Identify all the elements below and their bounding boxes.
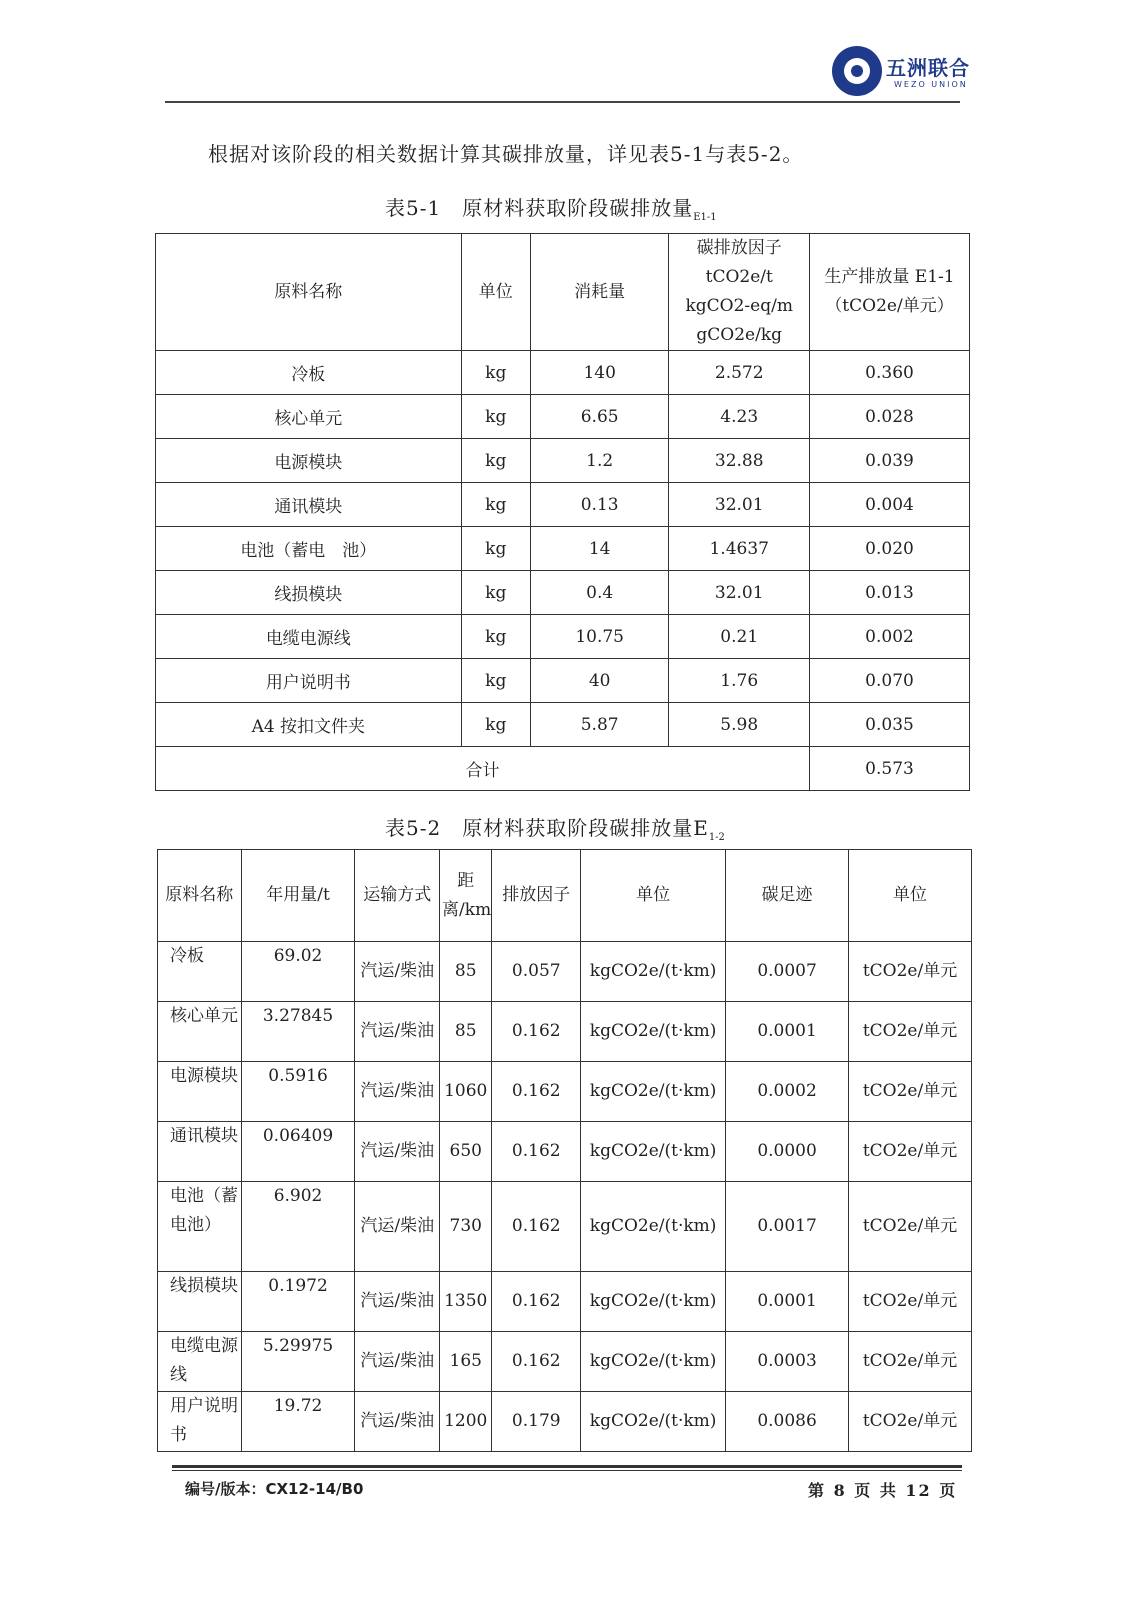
t1-cell-factor: 2.572 xyxy=(669,351,810,395)
t2-cell-unit2: tCO2e/单元 xyxy=(849,1272,972,1332)
t1-cell-unit: kg xyxy=(461,571,530,615)
t2-cell-annual: 5.29975 xyxy=(241,1332,355,1392)
t1-head-factor-l4: gCO2e/kg xyxy=(696,325,783,345)
t2-cell-distance: 165 xyxy=(440,1332,492,1392)
t2-cell-transport: 汽运/柴油 xyxy=(355,1272,440,1332)
t2-cell-unit: kgCO2e/(t·km) xyxy=(581,1122,726,1182)
t1-cell-emission: 0.039 xyxy=(810,439,970,483)
t2-head-unit2: 单位 xyxy=(849,850,972,942)
document-id: 编号/版本：CX12-14/B0 xyxy=(185,1480,364,1498)
t2-head-transport: 运输方式 xyxy=(355,850,440,942)
t1-head-factor-l3: kgCO2-eq/m xyxy=(685,296,793,316)
t1-cell-emission: 0.360 xyxy=(810,351,970,395)
t2-cell-unit: kgCO2e/(t·km) xyxy=(581,1182,726,1272)
t2-cell-name: 核心单元 xyxy=(158,1002,242,1062)
t2-cell-unit2: tCO2e/单元 xyxy=(849,1062,972,1122)
t1-cell-name: 电缆电源线 xyxy=(156,615,462,659)
t2-cell-footprint: 0.0007 xyxy=(726,942,849,1002)
table-row xyxy=(156,615,970,659)
table1-raw-material-emissions xyxy=(155,233,970,791)
t2-cell-factor: 0.162 xyxy=(492,1062,581,1122)
t1-total-label: 合计 xyxy=(156,747,810,791)
t2-cell-unit2: tCO2e/单元 xyxy=(849,1002,972,1062)
table-row xyxy=(158,1002,972,1062)
t2-cell-factor: 0.162 xyxy=(492,1332,581,1392)
t1-cell-name: 电池（蓄电 池） xyxy=(156,527,462,571)
t1-cell-factor: 5.98 xyxy=(669,703,810,747)
table-row xyxy=(156,571,970,615)
t2-head-distance: 距离/km xyxy=(440,850,492,942)
t2-cell-factor: 0.162 xyxy=(492,1122,581,1182)
t1-head-name: 原料名称 xyxy=(156,234,462,351)
logo-emblem-icon xyxy=(832,46,882,96)
t1-cell-consumption: 140 xyxy=(530,351,669,395)
t2-cell-unit: kgCO2e/(t·km) xyxy=(581,1062,726,1122)
t2-cell-distance: 650 xyxy=(440,1122,492,1182)
table-row xyxy=(158,1332,972,1392)
t2-cell-unit: kgCO2e/(t·km) xyxy=(581,1002,726,1062)
table-row xyxy=(156,395,970,439)
header-divider xyxy=(165,101,960,103)
t1-cell-factor: 32.88 xyxy=(669,439,810,483)
t2-cell-footprint: 0.0001 xyxy=(726,1272,849,1332)
table1-caption-text: 表5-1 原材料获取阶段碳排放量 xyxy=(385,196,694,220)
table1-header-row xyxy=(156,234,970,351)
t2-cell-unit2: tCO2e/单元 xyxy=(849,1182,972,1272)
table-row xyxy=(158,1122,972,1182)
table2-caption xyxy=(385,812,725,843)
t1-head-emission-l2: （tCO2e/单元） xyxy=(825,296,954,316)
table1-total-row xyxy=(156,747,970,791)
t1-cell-name: 核心单元 xyxy=(156,395,462,439)
t1-cell-emission: 0.020 xyxy=(810,527,970,571)
footer-divider xyxy=(172,1465,962,1468)
page-number: 第 8 页 共 12 页 xyxy=(808,1481,958,1500)
table-row xyxy=(158,1062,972,1122)
t2-cell-annual: 69.02 xyxy=(241,942,355,1002)
t2-cell-unit: kgCO2e/(t·km) xyxy=(581,942,726,1002)
t1-cell-factor: 1.76 xyxy=(669,659,810,703)
t1-cell-consumption: 1.2 xyxy=(530,439,669,483)
t1-cell-consumption: 0.4 xyxy=(530,571,669,615)
footer-divider-thin xyxy=(172,1470,962,1471)
t2-cell-unit: kgCO2e/(t·km) xyxy=(581,1332,726,1392)
t1-cell-emission: 0.004 xyxy=(810,483,970,527)
t1-cell-consumption: 10.75 xyxy=(530,615,669,659)
table-row xyxy=(156,527,970,571)
t1-cell-name: 冷板 xyxy=(156,351,462,395)
t2-cell-transport: 汽运/柴油 xyxy=(355,1182,440,1272)
t1-cell-emission: 0.035 xyxy=(810,703,970,747)
table2-header-row xyxy=(158,850,972,942)
t2-cell-annual: 0.5916 xyxy=(241,1062,355,1122)
t2-cell-factor: 0.179 xyxy=(492,1392,581,1452)
t1-cell-unit: kg xyxy=(461,483,530,527)
t2-cell-transport: 汽运/柴油 xyxy=(355,942,440,1002)
t2-cell-transport: 汽运/柴油 xyxy=(355,1332,440,1392)
t2-cell-annual: 19.72 xyxy=(241,1392,355,1452)
t2-cell-footprint: 0.0001 xyxy=(726,1002,849,1062)
t1-cell-unit: kg xyxy=(461,615,530,659)
t1-cell-unit: kg xyxy=(461,659,530,703)
t1-cell-factor: 32.01 xyxy=(669,483,810,527)
table2-caption-text: 表5-2 原材料获取阶段碳排放量E xyxy=(385,816,709,840)
t1-cell-consumption: 0.13 xyxy=(530,483,669,527)
t1-cell-unit: kg xyxy=(461,439,530,483)
t2-cell-name: 电池（蓄电池） xyxy=(158,1182,242,1272)
t2-cell-annual: 6.902 xyxy=(241,1182,355,1272)
table1-caption-sub: E1-1 xyxy=(693,212,717,223)
t2-cell-name: 冷板 xyxy=(158,942,242,1002)
t1-cell-emission: 0.070 xyxy=(810,659,970,703)
table2-transport-emissions xyxy=(157,849,972,1452)
table-row xyxy=(156,483,970,527)
t2-cell-factor: 0.162 xyxy=(492,1002,581,1062)
t2-cell-transport: 汽运/柴油 xyxy=(355,1062,440,1122)
t1-cell-factor: 1.4637 xyxy=(669,527,810,571)
t1-cell-consumption: 14 xyxy=(530,527,669,571)
t2-head-annual: 年用量/t xyxy=(241,850,355,942)
t2-cell-footprint: 0.0002 xyxy=(726,1062,849,1122)
t2-head-factor: 排放因子 xyxy=(492,850,581,942)
t1-head-factor-l2: tCO2e/t xyxy=(705,267,773,287)
t2-head-unit: 单位 xyxy=(581,850,726,942)
t1-head-emission-l1: 生产排放量 E1-1 xyxy=(824,267,955,287)
t1-cell-consumption: 5.87 xyxy=(530,703,669,747)
table-row xyxy=(158,1272,972,1332)
t2-cell-unit: kgCO2e/(t·km) xyxy=(581,1272,726,1332)
t1-head-unit: 单位 xyxy=(461,234,530,351)
table-row xyxy=(156,351,970,395)
t1-head-consumption: 消耗量 xyxy=(530,234,669,351)
t2-cell-transport: 汽运/柴油 xyxy=(355,1122,440,1182)
table-row xyxy=(158,1392,972,1452)
t1-cell-unit: kg xyxy=(461,703,530,747)
t2-cell-annual: 0.1972 xyxy=(241,1272,355,1332)
t2-cell-distance: 1060 xyxy=(440,1062,492,1122)
table-row xyxy=(158,942,972,1002)
t2-cell-distance: 730 xyxy=(440,1182,492,1272)
t1-cell-name: 通讯模块 xyxy=(156,483,462,527)
table1-caption xyxy=(385,192,717,223)
t1-cell-consumption: 40 xyxy=(530,659,669,703)
t2-cell-footprint: 0.0003 xyxy=(726,1332,849,1392)
t2-cell-unit: kgCO2e/(t·km) xyxy=(581,1392,726,1452)
t1-cell-unit: kg xyxy=(461,527,530,571)
t1-cell-name: 电源模块 xyxy=(156,439,462,483)
intro-paragraph: 根据对该阶段的相关数据计算其碳排放量，详见表5-1与表5-2。 xyxy=(208,142,804,166)
t2-cell-transport: 汽运/柴油 xyxy=(355,1392,440,1452)
t1-cell-unit: kg xyxy=(461,351,530,395)
t2-cell-name: 电源模块 xyxy=(158,1062,242,1122)
t2-cell-unit2: tCO2e/单元 xyxy=(849,1332,972,1392)
t1-cell-emission: 0.013 xyxy=(810,571,970,615)
t2-cell-factor: 0.057 xyxy=(492,942,581,1002)
t2-head-footprint: 碳足迹 xyxy=(726,850,849,942)
t2-cell-factor: 0.162 xyxy=(492,1182,581,1272)
t1-cell-name: 线损模块 xyxy=(156,571,462,615)
t1-cell-factor: 32.01 xyxy=(669,571,810,615)
t1-head-factor xyxy=(669,234,810,351)
t2-cell-distance: 1350 xyxy=(440,1272,492,1332)
t2-cell-footprint: 0.0086 xyxy=(726,1392,849,1452)
t2-cell-unit2: tCO2e/单元 xyxy=(849,1122,972,1182)
table-row xyxy=(156,439,970,483)
t2-cell-unit2: tCO2e/单元 xyxy=(849,942,972,1002)
t1-cell-factor: 0.21 xyxy=(669,615,810,659)
t1-cell-emission: 0.028 xyxy=(810,395,970,439)
t1-cell-emission: 0.002 xyxy=(810,615,970,659)
t1-cell-unit: kg xyxy=(461,395,530,439)
t2-cell-name: 线损模块 xyxy=(158,1272,242,1332)
t2-cell-footprint: 0.0017 xyxy=(726,1182,849,1272)
t1-total-value: 0.573 xyxy=(810,747,970,791)
t2-cell-annual: 0.06409 xyxy=(241,1122,355,1182)
t1-cell-name: A4 按扣文件夹 xyxy=(156,703,462,747)
t2-cell-name: 用户说明书 xyxy=(158,1392,242,1452)
logo-name: 五洲联合 xyxy=(886,56,970,80)
t2-cell-unit2: tCO2e/单元 xyxy=(849,1392,972,1452)
t2-cell-name: 电缆电源线 xyxy=(158,1332,242,1392)
t2-cell-factor: 0.162 xyxy=(492,1272,581,1332)
t1-head-emission xyxy=(810,234,970,351)
t2-cell-transport: 汽运/柴油 xyxy=(355,1002,440,1062)
table-row xyxy=(156,703,970,747)
t1-head-factor-l1: 碳排放因子 xyxy=(696,238,782,258)
company-logo xyxy=(832,44,970,102)
t2-cell-distance: 1200 xyxy=(440,1392,492,1452)
logo-subtitle: WEZO UNION xyxy=(894,80,968,89)
t2-cell-distance: 85 xyxy=(440,942,492,1002)
t2-cell-name: 通讯模块 xyxy=(158,1122,242,1182)
table-row xyxy=(158,1182,972,1272)
table-row xyxy=(156,659,970,703)
t1-cell-factor: 4.23 xyxy=(669,395,810,439)
t2-head-name: 原料名称 xyxy=(158,850,242,942)
t2-cell-annual: 3.27845 xyxy=(241,1002,355,1062)
t2-cell-footprint: 0.0000 xyxy=(726,1122,849,1182)
t1-cell-consumption: 6.65 xyxy=(530,395,669,439)
t1-cell-name: 用户说明书 xyxy=(156,659,462,703)
t2-cell-distance: 85 xyxy=(440,1002,492,1062)
table2-caption-sub: 1-2 xyxy=(708,832,725,843)
